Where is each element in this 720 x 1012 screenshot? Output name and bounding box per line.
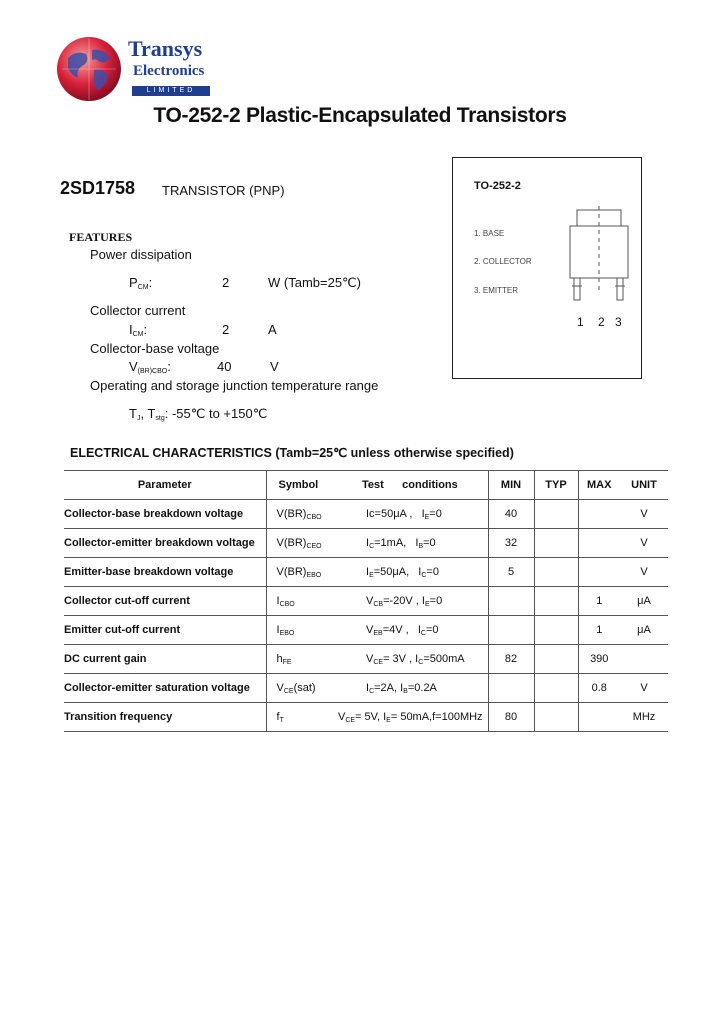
row-unit: V: [640, 537, 648, 549]
row-typ: [534, 703, 578, 732]
table-header-row: [64, 471, 668, 500]
electrical-characteristics-table: [64, 470, 668, 732]
pin-number-1: 1: [577, 315, 584, 329]
brand-tag: LIMITED: [132, 86, 210, 96]
row-unit: μA: [637, 624, 651, 636]
vcbo-unit: V: [270, 359, 279, 374]
row-max: [578, 703, 620, 732]
icm-symbol: $I_{CM}$:: [129, 322, 148, 338]
row-max: [578, 529, 620, 558]
icm-unit: A: [268, 322, 277, 337]
row-min: 5: [488, 558, 534, 587]
brand-subtitle: Electronics: [133, 63, 205, 79]
row-unit: [620, 645, 668, 674]
table-row: [64, 645, 668, 674]
header-symbol: Symbol: [266, 471, 330, 500]
row-conditions: $I_C=2A$, $I_B=0.2A$: [366, 681, 437, 695]
pcm-value: 2: [222, 275, 230, 290]
row-conditions: $V_{CE}= 3V$ , $I_C=500mA$: [366, 652, 465, 666]
row-symbol: $V(BR)_{CEO}$: [266, 529, 330, 558]
table-row: [64, 674, 668, 703]
table-row: [64, 500, 668, 529]
row-parameter: Emitter-base breakdown voltage: [64, 566, 234, 578]
pcm-unit: W (Tamb=25℃): [268, 275, 361, 290]
row-min: [488, 616, 534, 645]
to252-package-drawing: [562, 206, 634, 304]
row-symbol: $I_{CBO}$: [266, 587, 330, 616]
temperature-range-label: Operating and storage junction temperature range: [90, 378, 379, 393]
row-unit: V: [640, 682, 648, 694]
row-max: 1: [578, 616, 620, 645]
row-symbol: $I_{EBO}$: [266, 616, 330, 645]
pin-label-emitter: 3. EMITTER: [474, 286, 519, 295]
vcbo-symbol: $V_{(BR)CBO}$:: [129, 359, 171, 375]
row-min: 40: [488, 500, 534, 529]
row-symbol: $V_{CE}(sat)$: [266, 674, 330, 703]
row-unit: MHz: [632, 711, 656, 723]
row-min: 82: [488, 645, 534, 674]
collector-current-label: Collector current: [90, 303, 186, 318]
row-unit: V: [640, 508, 648, 520]
header-unit: UNIT: [631, 479, 657, 491]
pin-label-base: 1. BASE: [474, 229, 505, 238]
vcbo-value: 40: [217, 359, 232, 374]
row-symbol: $f_T$: [266, 703, 330, 732]
row-parameter: DC current gain: [64, 653, 147, 665]
row-symbol: $V(BR)_{CBO}$: [266, 500, 330, 529]
row-min: 80: [488, 703, 534, 732]
row-max: [578, 558, 620, 587]
row-typ: [534, 587, 578, 616]
features-heading: FEATURES: [69, 230, 133, 244]
electrical-characteristics-heading: ELECTRICAL CHARACTERISTICS (Tamb=25℃ unless otherwise specified): [70, 446, 514, 460]
part-number: 2SD1758: [60, 178, 136, 198]
pcm-symbol: $P_{CM}$:: [129, 275, 153, 291]
table-row: [64, 558, 668, 587]
row-parameter: Emitter cut-off current: [64, 624, 181, 636]
row-max: [578, 500, 620, 529]
header-parameter: Parameter: [137, 479, 192, 491]
row-typ: [534, 500, 578, 529]
row-max: 1: [578, 587, 620, 616]
temperature-range-value: $T_J$, $T_{stg}$: -55℃ to +150℃: [129, 406, 268, 422]
table-row: [64, 616, 668, 645]
row-typ: [534, 558, 578, 587]
row-unit: μA: [637, 595, 651, 607]
row-conditions: $I_C=1mA$, $I_B=0$: [366, 536, 436, 550]
header-conditions: Test conditions: [362, 479, 458, 491]
row-conditions: $V_{CE}= 5V$, $I_E= 50mA,f=100MHz$: [338, 710, 483, 724]
table-row: [64, 703, 668, 732]
header-max: MAX: [578, 471, 620, 500]
row-conditions: $I_E=50\mu A$, $I_C=0$: [366, 565, 439, 579]
row-parameter: Collector cut-off current: [64, 595, 190, 607]
row-typ: [534, 529, 578, 558]
row-min: [488, 587, 534, 616]
row-parameter: Collector-emitter breakdown voltage: [64, 537, 255, 549]
header-min: MIN: [488, 471, 534, 500]
globe-logo-icon: [56, 36, 122, 102]
page-title: TO-252-2 Plastic-Encapsulated Transistors: [153, 104, 567, 127]
part-type: TRANSISTOR (PNP): [162, 183, 285, 198]
icm-value: 2: [222, 322, 230, 337]
row-typ: [534, 645, 578, 674]
pin-number-3: 3: [615, 315, 622, 329]
row-min: 32: [488, 529, 534, 558]
row-symbol: $h_{FE}$: [266, 645, 330, 674]
row-unit: V: [640, 566, 648, 578]
row-conditions: $V_{CB}=-20V$ , $I_E=0$: [366, 594, 443, 608]
power-dissipation-label: Power dissipation: [90, 247, 192, 262]
row-typ: [534, 674, 578, 703]
row-typ: [534, 616, 578, 645]
pin-label-collector: 2. COLLECTOR: [474, 257, 532, 266]
row-symbol: $V(BR)_{EBO}$: [266, 558, 330, 587]
row-max: 390: [578, 645, 620, 674]
collector-base-voltage-label: Collector-base voltage: [90, 341, 220, 356]
row-parameter: Collector-base breakdown voltage: [64, 508, 244, 520]
row-parameter: Transition frequency: [64, 711, 173, 723]
brand-name: Transys: [128, 36, 203, 61]
table-row: [64, 587, 668, 616]
pin-number-2: 2: [598, 315, 605, 329]
row-parameter: Collector-emitter saturation voltage: [64, 682, 250, 694]
table-row: [64, 529, 668, 558]
header-typ: TYP: [534, 471, 578, 500]
package-title: TO-252-2: [474, 180, 521, 192]
row-min: [488, 674, 534, 703]
row-conditions: $V_{EB}=4V$ , $I_C=0$: [366, 623, 439, 637]
row-conditions: Ic=50μA , $I_E=0$: [366, 507, 442, 521]
row-max: 0.8: [578, 674, 620, 703]
